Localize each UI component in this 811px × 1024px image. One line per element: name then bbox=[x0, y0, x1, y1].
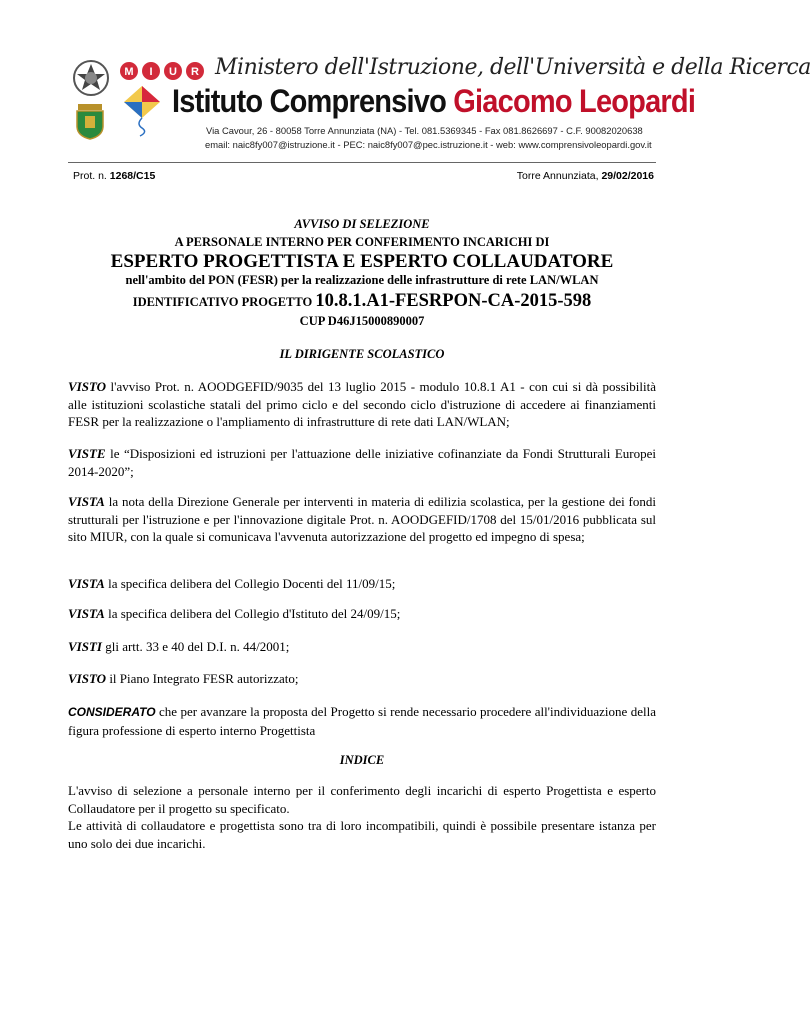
closing-paragraph-1: L'avviso di selezione a personale interno per il conferimento degli incarichi di esperto Progettista e esperto Collaudatore per il progetto su specificato. bbox=[68, 783, 656, 816]
school-name-part1: Istituto Comprensivo bbox=[172, 84, 454, 120]
protocol-label: Prot. n. bbox=[73, 170, 110, 182]
paragraph-keyword: VISTE bbox=[68, 446, 106, 461]
school-contacts: email: naic8fy007@istruzione.it - PEC: naic8fy007@pec.istruzione.it - web: www.comprensivoleopardi.gov.it bbox=[205, 139, 652, 150]
school-name bbox=[172, 84, 695, 121]
project-id bbox=[68, 291, 656, 312]
paragraph-text: l'avviso Prot. n. AOODGEFID/9035 del 13 luglio 2015 - modulo 10.8.1 A1 - con cui si dà possibilità alle istituzioni scolastiche statali del primo ciclo e del secondo ciclo d'istruzione di accedere ai finanziamenti FESR per la realizzazione o l'ampliamento di infrastrutture di rete dati LAN/WLAN; bbox=[68, 379, 656, 429]
paragraph-vista-nota bbox=[68, 493, 656, 546]
title-line-2: A PERSONALE INTERNO PER CONFERIMENTO INCARICHI DI bbox=[174, 235, 550, 249]
svg-text:I: I bbox=[149, 66, 153, 78]
kite-logo-icon bbox=[120, 84, 164, 136]
school-name-part2: Giacomo Leopardi bbox=[453, 84, 696, 120]
indice-heading: INDICE bbox=[339, 753, 385, 767]
svg-text:R: R bbox=[191, 66, 199, 78]
paragraph-keyword: VISTI bbox=[68, 639, 102, 654]
school-address: Via Cavour, 26 - 80058 Torre Annunziata (NA) - Tel. 081.5369345 - Fax 081.8626697 - C.F. 90082020638 bbox=[206, 125, 643, 136]
title-line-1: AVVISO DI SELEZIONE bbox=[294, 217, 430, 231]
closing-paragraph-2: Le attività di collaudatore e progettista sono tra di loro incompatibili, quindi è possibile presentare istanza per uno solo dei due incarichi. bbox=[68, 818, 656, 851]
paragraph-text: la specifica delibera del Collegio d'Istituto del 24/09/15; bbox=[104, 606, 401, 621]
paragraph-text: il Piano Integrato FESR autorizzato; bbox=[106, 671, 299, 686]
paragraph-vista-delibera-istituto bbox=[68, 605, 656, 623]
dirigente-heading: IL DIRIGENTE SCOLASTICO bbox=[279, 347, 445, 361]
paragraph-text: la specifica delibera del Collegio Docenti del 11/09/15; bbox=[104, 576, 396, 591]
cup-code: CUP D46J15000890007 bbox=[299, 314, 425, 328]
header-divider bbox=[68, 162, 656, 163]
miur-logo bbox=[118, 60, 210, 82]
paragraph-considerato bbox=[68, 703, 656, 739]
paragraph-visti-artt bbox=[68, 638, 656, 656]
paragraph-keyword: VISTA bbox=[68, 494, 105, 509]
paragraph-keyword: VISTA bbox=[68, 576, 105, 591]
republic-emblem-icon bbox=[72, 58, 110, 98]
protocol-value: 1268/C15 bbox=[109, 170, 156, 182]
date-value: 29/02/2016 bbox=[601, 170, 654, 182]
paragraph-keyword: CONSIDERATO bbox=[68, 705, 156, 719]
paragraph-vista-delibera-docenti bbox=[68, 575, 656, 593]
protocol-number bbox=[73, 170, 155, 182]
paragraph-visto-avviso bbox=[68, 378, 656, 431]
town-coat-of-arms-icon bbox=[72, 102, 108, 140]
paragraph-text: che per avanzare la proposta del Progetto si rende necessario procedere all'individuazione della figura professione di esperto interno Progettista bbox=[68, 704, 656, 738]
title-main: ESPERTO PROGETTISTA E ESPERTO COLLAUDATORE bbox=[110, 251, 614, 272]
paragraph-viste-disposizioni bbox=[68, 445, 656, 480]
document-date bbox=[517, 170, 654, 182]
paragraph-visto-piano bbox=[68, 670, 656, 688]
paragraph-keyword: VISTO bbox=[68, 671, 107, 686]
paragraph-keyword: VISTA bbox=[68, 606, 105, 621]
paragraph-text: le “Disposizioni ed istruzioni per l'attuazione delle iniziative cofinanziate da Fondi Strutturali Europei 2014-2020”; bbox=[68, 446, 656, 479]
paragraph-keyword: VISTO bbox=[68, 379, 107, 394]
project-id-code: 10.8.1.A1-FESRPON-CA-2015-598 bbox=[315, 291, 592, 311]
svg-text:M: M bbox=[124, 66, 134, 78]
paragraph-text: la nota della Direzione Generale per interventi in materia di edilizia scolastica, per la gestione dei fondi strutturali per l'istruzione e per l'innovazione digitale Prot. n. AOODGEFID/1708 del 15/01/2016 pubblicata sul sito MIUR, con la quale si comunicava l'avvenuta autorizzazione del progetto ed impegno di spesa; bbox=[68, 494, 656, 544]
svg-text:U: U bbox=[169, 66, 177, 78]
paragraph-text: gli artt. 33 e 40 del D.I. n. 44/2001; bbox=[101, 639, 290, 654]
ministry-heading: Ministero dell'Istruzione, dell'Università e della Ricerca bbox=[215, 55, 811, 80]
title-line-4: nell'ambito del PON (FESR) per la realizzazione delle infrastrutture di rete LAN/WLAN bbox=[125, 273, 599, 287]
date-place: Torre Annunziata, bbox=[516, 170, 602, 182]
project-id-label: IDENTIFICATIVO PROGETTO bbox=[132, 295, 316, 309]
